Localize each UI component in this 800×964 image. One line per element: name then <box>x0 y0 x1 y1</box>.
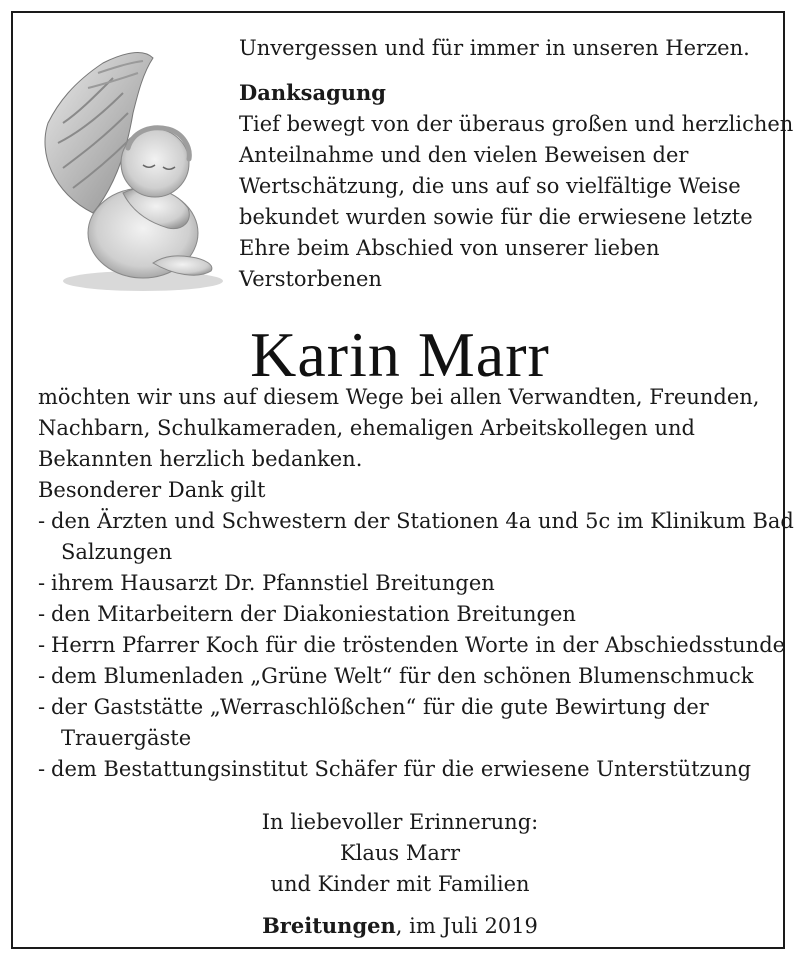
closing-line: In liebevoller Erinnerung: <box>261 810 539 834</box>
list-item: - Herrn Pfarrer Koch für die tröstenden Worte in der Abschiedsstunde <box>38 633 786 657</box>
obituary-frame <box>11 11 794 949</box>
list-item: - den Ärzten und Schwestern der Stationen 4a und 5c im Klinikum Bad Salzungen <box>38 509 794 564</box>
intro-line: bekundet wurden sowie für die erwiesene letzte <box>239 205 753 229</box>
list-item: - dem Bestattungsinstitut Schäfer für die erwiesene Unterstützung <box>38 757 752 781</box>
list-item: - ihrem Hausarzt Dr. Pfannstiel Breitungen <box>38 571 495 595</box>
body-line: möchten wir uns auf diesem Wege bei allen Verwandten, Freunden, <box>38 385 760 409</box>
closing-line: und Kinder mit Familien <box>270 872 530 896</box>
body-line: Nachbarn, Schulkameraden, ehemaligen Arbeitskollegen und <box>38 416 695 440</box>
angel-icon <box>33 43 233 303</box>
intro-line: Anteilnahme und den vielen Beweisen der <box>239 143 689 167</box>
intro-line: Ehre beim Abschied von unserer lieben <box>239 236 660 260</box>
deceased-name: Karin Marr <box>250 319 550 390</box>
place-date <box>13 910 787 942</box>
signatory: Klaus Marr <box>339 841 460 865</box>
intro-line: Verstorbenen <box>239 267 382 291</box>
list-item: - dem Blumenladen „Grüne Welt“ für den schönen Blumenschmuck <box>38 664 754 688</box>
list-item: - den Mitarbeitern der Diakoniestation Breitungen <box>38 602 576 626</box>
list-item: - der Gaststätte „Werraschlößchen“ für die gute Bewirtung der Trauergäste <box>38 695 709 750</box>
heading: Danksagung <box>239 80 386 105</box>
intro-line: Tief bewegt von der überaus großen und herzlichen <box>239 112 794 136</box>
body-line: Besonderer Dank gilt <box>38 478 266 502</box>
thanks-list <box>38 506 794 785</box>
motto: Unvergessen und für immer in unseren Herzen. <box>239 36 750 60</box>
place: Breitungen <box>262 913 396 938</box>
body-line: Bekannten herzlich bedanken. <box>38 447 363 471</box>
intro-paragraph <box>239 109 799 295</box>
date-text: , im Juli 2019 <box>395 914 538 938</box>
closing-block <box>13 807 787 900</box>
thanks-paragraph <box>38 382 778 506</box>
intro-line: Wertschätzung, die uns auf so vielfältige Weise <box>239 174 741 198</box>
